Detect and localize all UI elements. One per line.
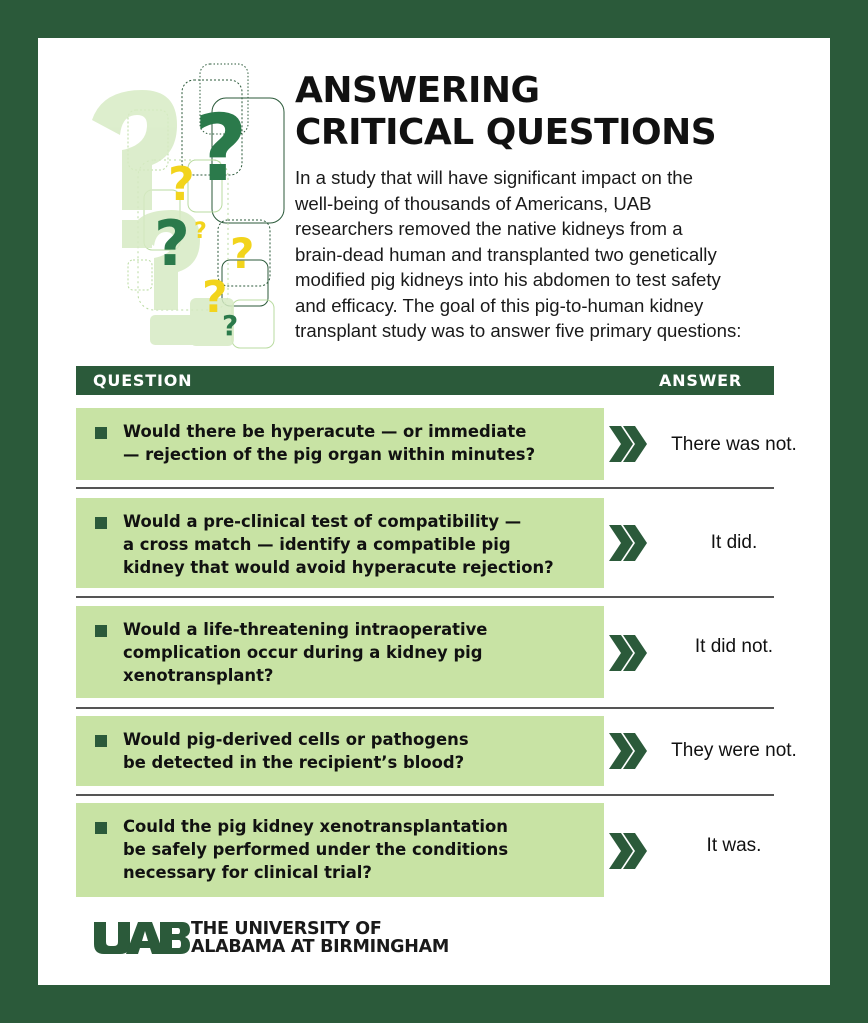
question-line: be detected in the recipient’s blood? [123,753,465,772]
square-bullet-icon [95,625,107,637]
svg-text:?: ? [168,157,195,211]
answer-text: It did. [710,532,758,553]
square-bullet-icon [95,427,107,439]
question-line: kidney that would avoid hyperacute rejection? [123,558,554,577]
intro-line: modified pig kidneys into his abdomen to test safety [295,269,721,290]
svg-text:?: ? [194,219,207,244]
svg-text:?: ? [222,309,239,342]
intro-line: brain-dead human and transplanted two genetically [295,243,717,265]
question-line: — rejection of the pig organ within minutes? [123,445,536,464]
question-line: a cross match — identify a compatible pig [123,535,511,554]
double-chevron-icon [607,831,649,871]
question-line: complication occur during a kidney pig [123,643,483,662]
answer-text: There was not. [671,434,797,455]
intro-line: transplant study was to answer five primary questions: [295,320,742,341]
row-divider [76,596,774,598]
answer-text: It was. [706,835,762,856]
intro-line: and efficacy. The goal of this pig-to-human kidney [295,294,704,316]
double-chevron-icon [607,424,649,464]
logo-wordmark-text: UAB [140,953,144,954]
question-line: Would pig-derived cells or pathogens [123,730,469,749]
table-row [76,803,774,899]
question-box [76,498,604,588]
answer-column-header: ANSWER [659,371,742,390]
table-row [76,716,797,796]
university-line: THE UNIVERSITY OF [191,919,382,939]
intro-paragraph [295,165,785,344]
row-divider [76,487,774,489]
question-line: necessary for clinical trial? [123,863,372,882]
question-text [123,815,593,884]
page-title [295,70,795,154]
question-box [76,716,604,786]
question-line: be safely performed under the conditions [123,840,509,859]
question-box [76,408,604,480]
svg-text:?: ? [202,272,228,323]
table-row [76,408,797,488]
intro-line: researchers removed the native kidneys from a [295,218,683,239]
table-header [76,366,774,395]
intro-line: well-being of thousands of Americans, UAB [295,192,652,214]
question-line: Would a life-threatening intraoperative [123,620,488,639]
square-bullet-icon [95,735,107,747]
square-bullet-icon [95,517,107,529]
university-name [191,920,449,956]
uab-wordmark [94,920,190,954]
table-row [76,606,774,708]
question-line: Could the pig kidney xenotransplantation [123,817,508,836]
question-line: Would a pre-clinical test of compatibility — [123,512,522,531]
uab-logo [94,918,514,958]
question-text [123,618,593,687]
question-column-header: QUESTION [93,371,193,390]
answer-text: They were not. [671,740,797,761]
question-text [123,728,593,774]
question-line: xenotransplant? [123,666,274,685]
title-line: CRITICAL QUESTIONS [295,112,717,153]
question-box [76,803,604,897]
question-marks-illustration [82,60,292,360]
infographic-card [38,38,830,985]
question-text [123,510,593,579]
row-divider [76,794,774,796]
answer-text: It did not. [694,636,774,657]
question-box [76,606,604,698]
double-chevron-icon [607,523,649,563]
question-text [123,420,593,466]
double-chevron-icon [607,731,649,771]
question-line: Would there be hyperacute — or immediate [123,422,527,441]
square-bullet-icon [95,822,107,834]
title-line: ANSWERING [295,70,540,111]
double-chevron-icon [607,633,649,673]
svg-text:?: ? [194,95,248,202]
university-line: ALABAMA AT BIRMINGHAM [191,937,449,957]
table-row [76,498,774,598]
intro-line: In a study that will have significant impact on the [295,167,693,188]
row-divider [76,707,774,709]
svg-text:?: ? [230,229,255,278]
svg-text:?: ? [154,207,190,280]
